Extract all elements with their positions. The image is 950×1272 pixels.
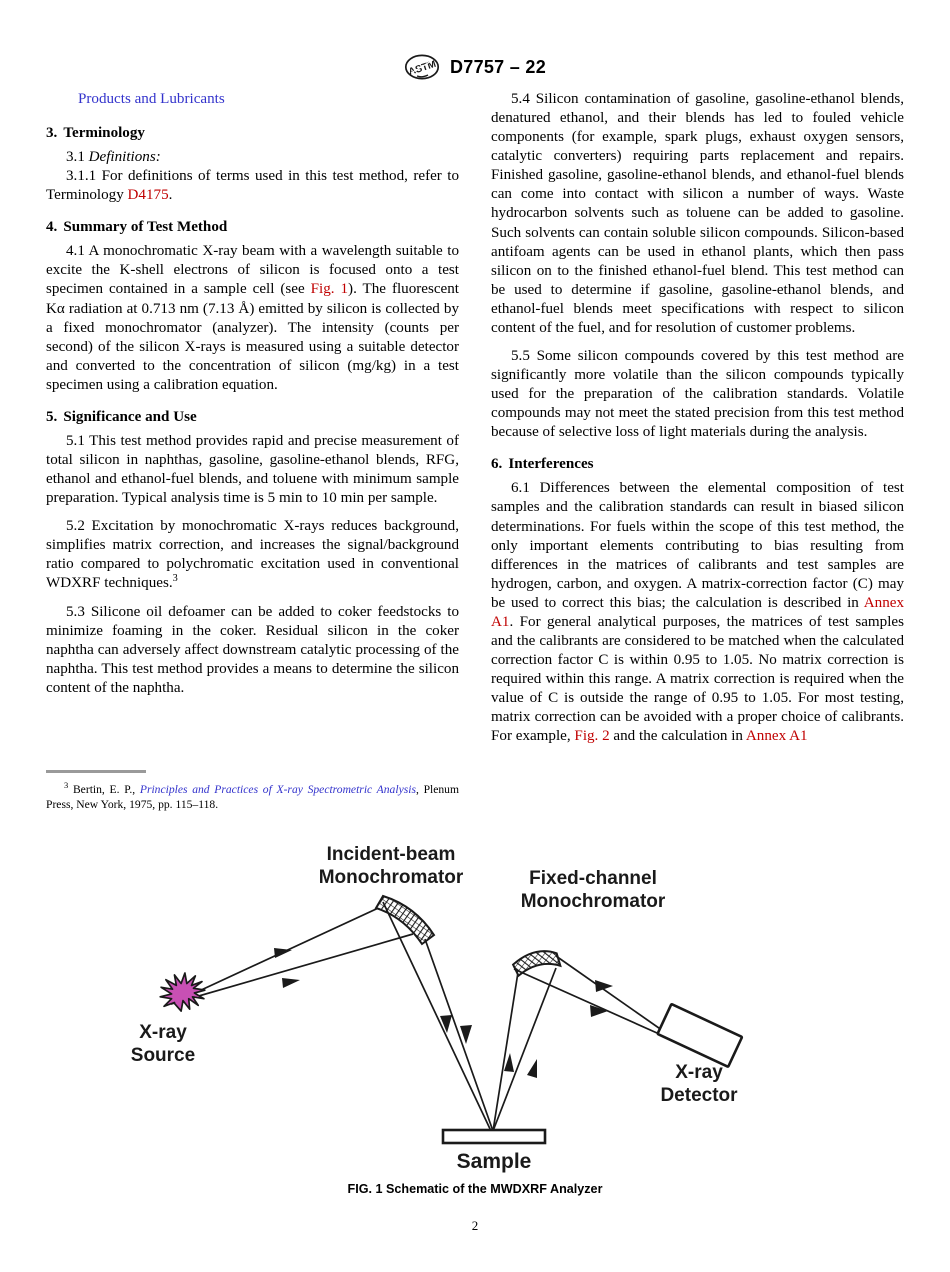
- beam-arrowheads-to-sample: [440, 1015, 472, 1044]
- paragraph-6-1-part2: . For general analytical purposes, the matrices of test samples and the calibrants are considered to be matched when the calculated correction factor C is within 0.95 to 1.05. No matrix correction is required within this range. A matrix correction is required when the value of C is outside the range of 0.95 to 1.05. For most testing, matrix correction can be avoided with a proper choice of calibrants. For example,: [491, 613, 904, 745]
- svg-text:ASTM: ASTM: [407, 58, 438, 79]
- beam-sample-to-fixed-monochromator: [493, 966, 556, 1131]
- footnote-text-after: , Plenum Press, New York, 1975, pp. 115–118.: [46, 782, 459, 812]
- left-column: [46, 90, 459, 707]
- paragraph-6-1: [491, 479, 904, 746]
- section-heading-6: [491, 456, 904, 473]
- beam-incident-monochromator-to-sample: [383, 902, 493, 1131]
- paragraph-6-1-part1: 6.1 Differences between the elemental composition of test samples and the calibration standards can result in biased silicon determinations. For fuels within the scope of this test method, the only important elements contributing to bias resulting from differences in the matrices of calibrants and test samples are hydrogen, carbon, and oxygen. A matrix-correction factor (C) may be used to correct this bias; the calculation is described in: [491, 480, 904, 611]
- continued-title-link[interactable]: Products and Lubricants: [78, 91, 225, 107]
- label-x-ray-source-line2: Source: [130, 1045, 196, 1066]
- label-x-ray-detector-line2: Detector: [660, 1085, 738, 1106]
- footnote-text-before: Bertin, E. P.,: [72, 782, 140, 796]
- paragraph-4-1-text-before: 4.1 A monochromatic X-ray beam with a wavelength suitable to excite the K-shell electrons of silicon is focused onto a test specimen contained in a sample cell (see: [46, 243, 459, 298]
- x-ray-detector-icon: [657, 1004, 742, 1067]
- section-heading-5: [46, 409, 459, 426]
- paragraph-6-1-part3: and the calculation in: [609, 728, 746, 745]
- footnote-zone: [46, 770, 459, 813]
- page-header: [0, 52, 950, 82]
- x-ray-source-icon: [160, 973, 205, 1011]
- footnote-number: 3: [64, 779, 69, 790]
- paragraph-3-1-1: [46, 167, 459, 205]
- footnote-separator: [46, 770, 146, 773]
- beam-arrowheads-to-fixed: [504, 1053, 537, 1078]
- label-incident-beam-line2: Monochromator: [318, 867, 464, 888]
- section-title-6: Interferences: [508, 456, 594, 473]
- figure-1: [0, 838, 950, 1196]
- mwdxrf-schematic-diagram: [95, 838, 855, 1178]
- xref-fig-2[interactable]: Fig. 2: [574, 728, 610, 745]
- section-number-3: 3.: [46, 125, 58, 142]
- paragraph-5-1: 5.1 This test method provides rapid and precise measurement of total silicon in naphthas, gasoline, gasoline-ethanol blends, RFG, ethanol and ethanol-fuel blends, and toluene with minimum sample preparation. Typical analysis time is 5 min to 10 min per sample.: [46, 432, 459, 507]
- section-heading-3: [46, 125, 459, 142]
- section-number-5: 5.: [46, 408, 58, 425]
- paragraph-5-3: 5.3 Silicone oil defoamer can be added to coker feedstocks to minimize foaming in the coker. Residual silicon in the coker naphtha can adversely affect downstream catalytic processing of the naphtha. This test method provides a means to determine the silicon content of the naphtha.: [46, 603, 459, 696]
- label-fixed-channel-line2: Monochromator: [520, 891, 666, 912]
- paragraph-5-2-text: 5.2 Excitation by monochromatic X-rays reduces background, simplifies matrix correction, and increases the signal/background ratio compared to polychromatic excitation used in conventional WDXRF techniques.: [46, 518, 459, 592]
- section-title-3: Terminology: [63, 125, 145, 142]
- label-fixed-channel-line1: Fixed-channel: [529, 868, 657, 889]
- paragraph-3-1: [46, 148, 459, 167]
- section-number-4: 4.: [46, 219, 58, 236]
- sample-holder: [443, 1130, 545, 1143]
- paragraph-4-1-text-after: ). The fluorescent Kα radiation at 0.713 nm (7.13 Å) emitted by silicon is collected by a fixed monochromator (analyzer). The intensity (counts per second) of the silicon X-rays is measured using a suitable detector and converted to the concentration of silicon (mg/kg) in a test specimen using a calibration equation.: [46, 281, 459, 393]
- footnote-3: [46, 779, 459, 814]
- footnote-ref-3[interactable]: 3: [172, 573, 178, 585]
- xref-annex-a1-first[interactable]: Annex A1: [491, 594, 904, 630]
- xref-d4175[interactable]: D4175: [127, 187, 169, 204]
- section-number-6: 6.: [491, 456, 503, 473]
- paragraph-5-4: 5.4 Silicon contamination of gasoline, gasoline-ethanol blends, denatured ethanol, and their blends has led to fouled vehicle components (for example, spark plugs, exhaust oxygen sensors, catalytic converters) requiring parts replacement and repairs. Finished gasoline, gasoline-ethanol blends, and ethanol-fuel blends can come into contact with silicon a number of ways. Waste hydrocarbon solvents such as toluene can be added to gasoline. Such solvents can contain soluble silicon compounds. Silicon-based antifoam agents can be used in ethanol plants, which then pass silicon on to the finished ethanol-fuel blend. This test method can be used to determine if gasoline, gasoline-ethanol blends, and ethanol-fuel blends meet specifications with respect to silicon content of the fuel, and for resolution of customer problems.: [491, 91, 904, 336]
- paragraph-5-2: [46, 517, 459, 593]
- label-sample: Sample: [456, 1150, 532, 1173]
- xref-annex-a1-second[interactable]: Annex A1: [745, 728, 808, 745]
- page-number: 2: [471, 1218, 479, 1233]
- section-heading-4: [46, 219, 459, 236]
- label-x-ray-detector-line1: X-ray: [675, 1062, 723, 1083]
- paragraph-4-1: [46, 242, 459, 395]
- paragraph-3-1-text: 3.1 Definitions:: [66, 149, 161, 166]
- right-column: [491, 90, 904, 756]
- paragraph-3-1-1-text-after: .: [168, 187, 173, 204]
- label-incident-beam-line1: Incident-beam: [326, 844, 456, 865]
- beam-fixed-monochromator-to-detector: [514, 956, 666, 1037]
- section-title-5: Significance and Use: [63, 408, 197, 425]
- footnote-reference-title[interactable]: Principles and Practices of X-ray Spectrometric Analysis: [139, 782, 416, 796]
- document-designation: D7757 – 22: [449, 56, 547, 77]
- xref-fig-1[interactable]: Fig. 1: [310, 281, 349, 298]
- paragraph-5-5: 5.5 Some silicon compounds covered by this test method are significantly more volatile than the silicon compounds typically used for the preparation of the calibration standards. Volatile compounds may not meet the stated precision from this test method because of selective loss of light materials during the analysis.: [491, 348, 904, 441]
- label-x-ray-source-line1: X-ray: [139, 1022, 187, 1043]
- paragraph-3-1-1-text-before: 3.1.1 For definitions of terms used in this test method, refer to Terminology: [46, 168, 459, 204]
- astm-logo-icon: [404, 54, 440, 80]
- section-title-4: Summary of Test Method: [63, 219, 228, 236]
- beam-source-to-incident-monochromator: [171, 904, 413, 1004]
- figure-1-caption: FIG. 1 Schematic of the MWDXRF Analyzer: [347, 1182, 603, 1196]
